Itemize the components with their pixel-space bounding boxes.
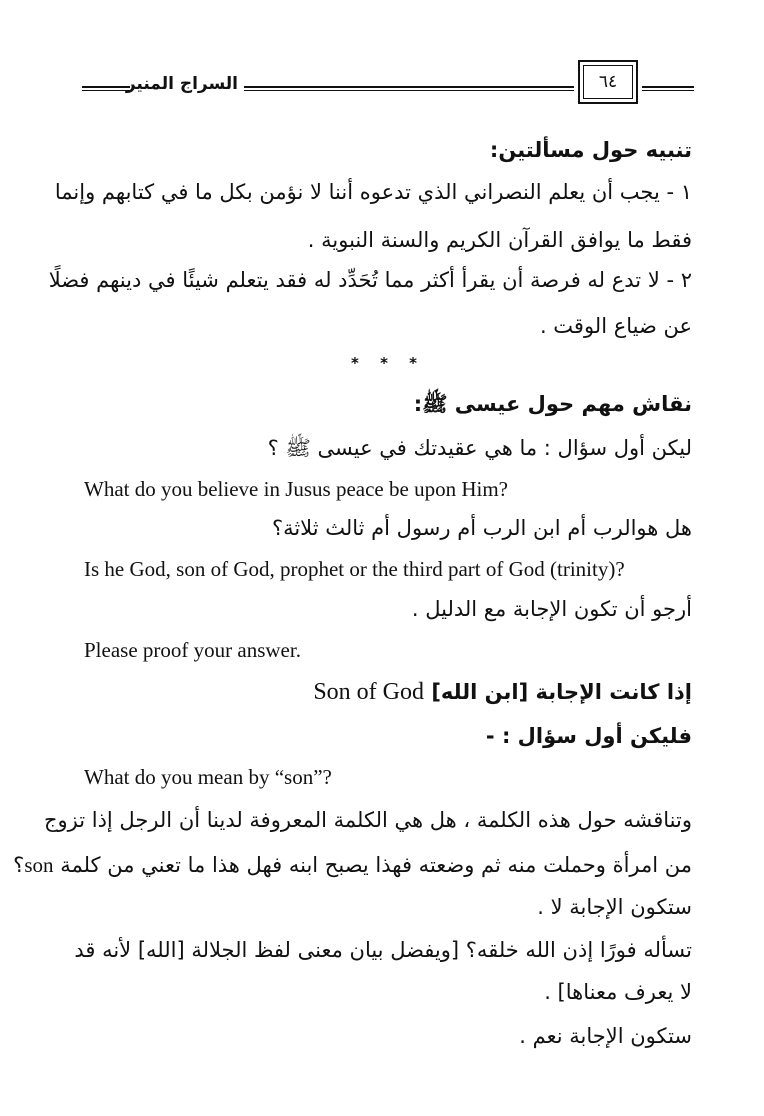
answer-condition-en: Son of God (313, 679, 424, 705)
header-rule-left (82, 86, 130, 91)
body-line-ar-part: من امرأة وحملت منه ثم وضعته فهذا يصبح ابنه فهل هذا ما تعني من كلمة (60, 853, 692, 877)
header-rule-right (642, 86, 694, 91)
english-line: Please proof your answer. (84, 638, 301, 662)
english-line: What do you believe in Jusus peace be upon Him? (84, 477, 508, 501)
body-line: أرجو أن تكون الإجابة مع الدليل . (411, 597, 692, 621)
english-line: Is he God, son of God, prophet or the third part of God (trinity)? (84, 557, 625, 581)
header-rule-middle (244, 86, 574, 91)
page-number: ٦٤ (583, 65, 633, 99)
body-line: فليكن أول سؤال : - (485, 724, 692, 748)
body-line: ستكون الإجابة لا . (537, 895, 692, 919)
body-line: فقط ما يوافق القرآن الكريم والسنة النبوية . (307, 228, 692, 252)
english-line: What do you mean by “son”? (84, 765, 332, 789)
section-heading-discussion: نقاش مهم حول عيسى ﷺ: (413, 392, 692, 416)
answer-condition-line (84, 680, 692, 704)
body-line: وتناقشه حول هذه الكلمة ، هل هي الكلمة المعروفة لدينا أن الرجل إذا تزوج (43, 808, 692, 832)
body-line-en-part: son؟ (13, 853, 54, 877)
section-heading-note: تنبيه حول مسألتين: (489, 138, 692, 162)
page-number-box (578, 60, 638, 104)
answer-condition-ar: إذا كانت الإجابة [ابن الله] (431, 680, 692, 704)
body-line: لا يعرف معناها] . (544, 980, 692, 1004)
body-line: عن ضياع الوقت . (539, 314, 692, 338)
body-line: هل هوالرب أم ابن الرب أم رسول أم ثالث ثلاثة؟ (271, 516, 692, 540)
body-line: ستكون الإجابة نعم . (519, 1024, 692, 1048)
body-line-mixed (13, 853, 692, 877)
section-separator: * * * (351, 354, 425, 372)
body-line: تسأله فورًا إذن الله خلقه؟ [ويفضل بيان معنى لفظ الجلالة [الله] لأنه قد (74, 938, 692, 962)
running-title: السراج المنير (125, 74, 238, 94)
body-line: ٢ - لا تدع له فرصة أن يقرأ أكثر مما تُحَدِّد له فقد يتعلم شيئًا في دينهم فضلًا (48, 268, 692, 292)
body-line: ١ - يجب أن يعلم النصراني الذي تدعوه أننا لا نؤمن بكل ما في كتابهم وإنما (54, 180, 692, 204)
body-line: ليكن أول سؤال : ما هي عقيدتك في عيسى ﷺ ؟ (267, 436, 692, 460)
running-header (82, 60, 694, 110)
